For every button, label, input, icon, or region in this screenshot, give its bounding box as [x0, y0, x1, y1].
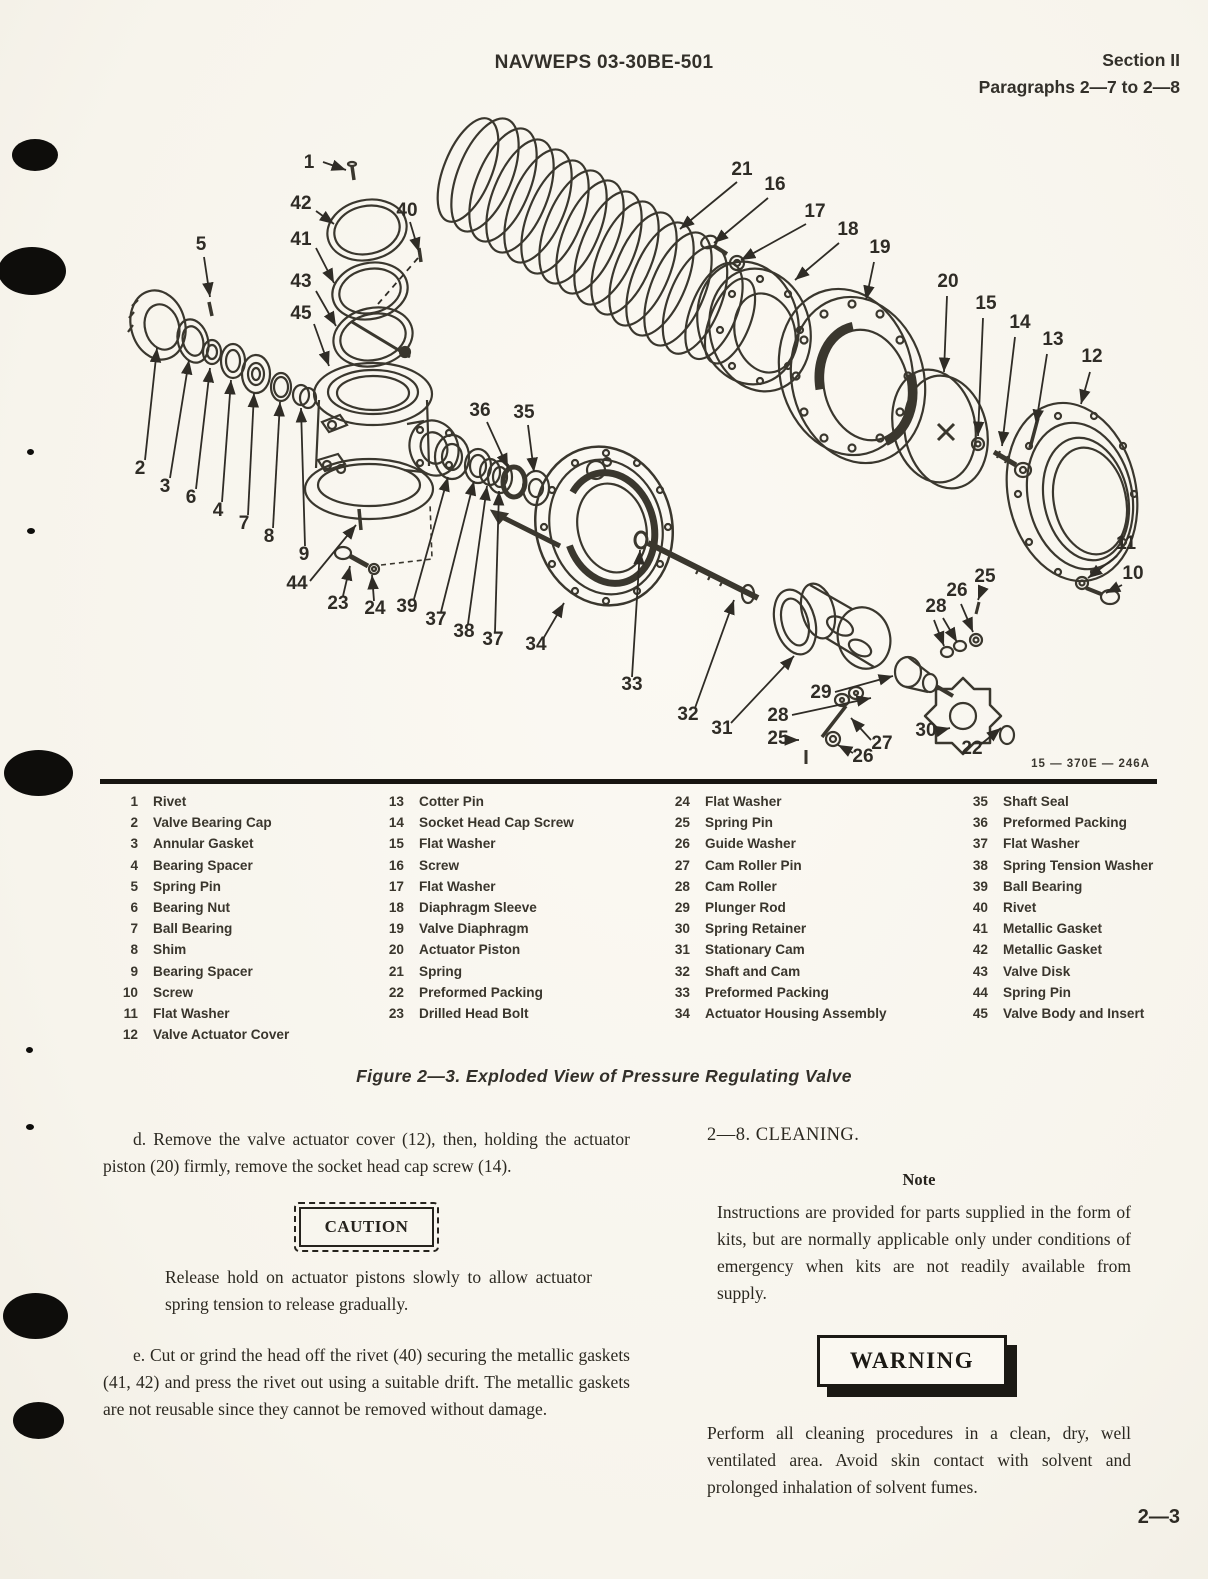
part-number: 28	[674, 878, 690, 894]
callout-leader	[314, 324, 329, 366]
part-number: 44	[972, 984, 988, 1000]
part-item	[378, 879, 654, 900]
callout-label: 18	[837, 219, 859, 240]
callout-label: 21	[731, 159, 753, 180]
part-number: 38	[972, 857, 988, 873]
callout-label: 45	[290, 303, 312, 324]
note-text: Instructions are provided for parts supplied in the form of kits, but are normally applicable only under conditions of emergency when kits are not readily available from supply.	[717, 1202, 1131, 1303]
part-name: Ball Bearing	[153, 921, 233, 937]
callout-label: 28	[767, 705, 789, 726]
callout-leader	[944, 296, 947, 372]
part-number: 36	[972, 815, 988, 831]
callout-leader	[196, 368, 210, 489]
part-number: 34	[674, 1005, 690, 1021]
valve-body-part	[305, 363, 466, 574]
part-name: Preformed Packing	[419, 984, 543, 1000]
part-item	[962, 985, 1202, 1006]
part-name: Diaphragm Sleeve	[419, 899, 537, 915]
callout-label: 5	[195, 234, 207, 255]
callout-label: 38	[453, 621, 475, 642]
callout-leader	[838, 745, 853, 753]
part-name: Preformed Packing	[1003, 815, 1127, 831]
part-name: Spring Tension Washer	[1003, 857, 1154, 873]
callout-leader	[528, 425, 534, 472]
callout-leader	[632, 550, 640, 677]
part-item	[664, 921, 954, 942]
callout-label: 22	[961, 738, 983, 759]
callout-leader	[316, 211, 334, 224]
part-number: 33	[674, 984, 690, 1000]
part-number: 8	[130, 942, 138, 958]
part-name: Bearing Spacer	[153, 857, 253, 873]
part-item	[112, 942, 372, 963]
doc-number: NAVWEPS 03-30BE-501	[494, 52, 714, 73]
part-number: 41	[972, 921, 988, 937]
part-item	[962, 1006, 1202, 1027]
part-number: 18	[388, 899, 404, 915]
part-name: Cam Roller	[705, 878, 777, 894]
callout-leader	[248, 393, 254, 515]
part-number: 4	[130, 857, 138, 873]
part-number: 1	[130, 794, 138, 809]
callout-leader	[943, 618, 957, 642]
paragraph-d: d. Remove the valve actuator cover (12), then, holding the actuator piston (20) firmly, remove the socket head cap screw (14).	[103, 1129, 630, 1176]
callout-label: 29	[810, 682, 832, 703]
part-number: 15	[388, 836, 404, 852]
part-number: 16	[388, 857, 404, 873]
parts-column-3	[664, 794, 954, 1027]
callout-label: 31	[711, 718, 733, 739]
part-name: Annular Gasket	[153, 836, 254, 852]
callout-label: 36	[469, 400, 491, 421]
callout-label: 9	[298, 544, 310, 565]
callout-leader	[938, 728, 950, 731]
part-name: Shim	[153, 942, 187, 958]
part-item	[962, 964, 1202, 985]
part-name: Spring Pin	[1003, 984, 1071, 1000]
part-number: 45	[972, 1005, 988, 1021]
callout-leader	[741, 224, 806, 260]
callout-label: 26	[852, 746, 874, 767]
part-number: 11	[123, 1005, 138, 1021]
part-name: Cotter Pin	[419, 794, 484, 809]
part-name: Flat Washer	[153, 1005, 230, 1021]
section-header	[979, 47, 1180, 101]
part-name: Preformed Packing	[705, 984, 829, 1000]
callout-leader	[866, 262, 874, 300]
part-name: Valve Diaphragm	[419, 921, 529, 937]
section-label: Section II	[1102, 50, 1180, 70]
callout-leader	[468, 486, 487, 624]
callout-leader	[316, 248, 334, 283]
part-item	[664, 794, 954, 815]
part-item	[112, 879, 372, 900]
part-number: 35	[972, 794, 988, 809]
callout-leader	[714, 198, 768, 243]
part-item	[664, 985, 954, 1006]
binding-dot	[3, 1293, 68, 1339]
callout-leader	[795, 243, 839, 280]
part-item	[378, 815, 654, 836]
part-name: Flat Washer	[705, 794, 782, 809]
callout-label: 17	[804, 201, 826, 222]
callout-leader	[204, 257, 210, 297]
callout-label: 1	[303, 152, 315, 173]
callout-label: 35	[513, 402, 535, 423]
part-item	[664, 900, 954, 921]
parts-column-2	[378, 794, 654, 1027]
parts-column-4	[962, 794, 1202, 1027]
part-number: 40	[972, 899, 988, 915]
figure-caption: Figure 2—3. Exploded View of Pressure Regulating Valve	[356, 1066, 852, 1086]
part-name: Plunger Rod	[705, 899, 786, 915]
part-item	[112, 985, 372, 1006]
binding-dot	[26, 1124, 34, 1130]
callout-label: 42	[290, 193, 312, 214]
part-item	[378, 836, 654, 857]
part-item	[112, 1027, 372, 1048]
callout-leader	[170, 360, 189, 478]
part-name: Flat Washer	[1003, 836, 1080, 852]
diaphragm-parts	[684, 234, 942, 478]
part-number: 29	[674, 899, 690, 915]
part-item	[378, 964, 654, 985]
part-item	[378, 858, 654, 879]
part-item	[378, 794, 654, 815]
page-number: 2—3	[1137, 1506, 1180, 1528]
part-name: Drilled Head Bolt	[419, 1005, 529, 1021]
callout-label: 43	[290, 271, 312, 292]
part-item	[962, 794, 1202, 815]
part-number: 7	[130, 921, 138, 937]
part-item	[378, 1006, 654, 1027]
part-number: 39	[972, 878, 988, 894]
part-name: Flat Washer	[419, 878, 496, 894]
callout-label: 12	[1081, 346, 1103, 367]
callout-label: 6	[185, 487, 197, 508]
part-item	[112, 964, 372, 985]
part-item	[112, 836, 372, 857]
part-name: Valve Bearing Cap	[153, 815, 272, 831]
part-item	[962, 836, 1202, 857]
callout-leader	[222, 380, 231, 502]
part-item	[378, 985, 654, 1006]
callout-leader	[961, 604, 973, 632]
callout-leader	[145, 348, 157, 460]
seal-chain-parts	[435, 435, 549, 505]
callout-leader	[273, 402, 280, 528]
callout-label: 24	[364, 598, 386, 619]
callout-label: 11	[1115, 533, 1137, 554]
shaft-cam-parts	[635, 532, 1014, 764]
parts-column-1	[112, 794, 372, 1048]
callout-label: 23	[327, 593, 349, 614]
part-name: Valve Body and Insert	[1003, 1005, 1145, 1021]
part-name: Shaft and Cam	[705, 963, 801, 979]
callout-leader	[343, 566, 350, 596]
callout-leader	[323, 162, 346, 170]
part-name: Cam Roller Pin	[705, 857, 802, 873]
callout-label: 15	[975, 293, 997, 314]
callout-label: 34	[525, 634, 547, 655]
part-name: Actuator Housing Assembly	[705, 1005, 887, 1021]
part-name: Valve Disk	[1003, 963, 1071, 979]
part-item	[112, 900, 372, 921]
part-item	[664, 815, 954, 836]
callout-label: 25	[974, 566, 996, 587]
part-number: 31	[674, 942, 690, 958]
callout-leader	[978, 318, 983, 436]
part-number: 26	[674, 836, 690, 852]
part-name: Bearing Nut	[153, 899, 231, 915]
callout-label: 8	[263, 526, 275, 547]
callout-leader	[301, 408, 305, 546]
piston-cover-parts	[882, 362, 1153, 604]
paragraph-e: e. Cut or grind the head off the rivet (40) securing the metallic gaskets (41, 42) and press the rivet out using a suitable drift. The metallic gaskets are not reusable since they cannot be removed without damage.	[103, 1345, 630, 1419]
cleaning-heading: 2—8. CLEANING.	[707, 1125, 860, 1145]
part-number: 21	[388, 963, 404, 979]
binding-dot	[13, 1402, 64, 1439]
part-number: 43	[972, 963, 988, 979]
part-item	[378, 921, 654, 942]
binding-dot	[26, 1047, 33, 1053]
warning-box	[707, 1335, 1131, 1387]
part-number: 5	[130, 878, 138, 894]
part-name: Bearing Spacer	[153, 963, 253, 979]
part-number: 23	[388, 1005, 404, 1021]
actuator-housing-part	[492, 432, 689, 620]
parts-legend	[0, 794, 1208, 1046]
part-name: Ball Bearing	[1003, 878, 1083, 894]
callout-layer	[135, 152, 1144, 767]
part-name: Flat Washer	[419, 836, 496, 852]
callout-label: 40	[396, 200, 418, 221]
part-number: 13	[388, 794, 404, 809]
part-name: Spring Retainer	[705, 921, 807, 937]
callout-label: 33	[621, 674, 643, 695]
callout-label: 2	[134, 458, 146, 479]
callout-label: 13	[1042, 329, 1064, 350]
right-column	[707, 1122, 1131, 1501]
part-item	[664, 879, 954, 900]
part-name: Spring Pin	[705, 815, 773, 831]
note-label: Note	[902, 1170, 936, 1189]
callout-leader	[978, 590, 982, 600]
part-name: Guide Washer	[705, 836, 796, 852]
callout-label: 37	[482, 629, 504, 650]
figure-divider-rule	[100, 779, 1157, 784]
part-item	[962, 942, 1202, 963]
part-number: 27	[674, 857, 690, 873]
callout-label: 32	[677, 704, 699, 725]
callout-label: 14	[1009, 312, 1031, 333]
callout-label: 20	[937, 271, 959, 292]
part-number: 42	[972, 942, 988, 958]
left-column	[103, 1126, 630, 1423]
callout-label: 44	[286, 573, 308, 594]
part-name: Spring	[419, 963, 463, 979]
callout-leader	[1002, 337, 1015, 446]
part-item	[962, 858, 1202, 879]
part-number: 22	[388, 984, 404, 1000]
warning-label: WARNING	[849, 1348, 975, 1373]
part-number: 9	[130, 963, 138, 979]
part-item	[112, 1006, 372, 1027]
callout-label: 41	[290, 229, 312, 250]
part-item	[664, 858, 954, 879]
part-number: 24	[674, 794, 690, 809]
part-item	[664, 836, 954, 857]
part-item	[378, 900, 654, 921]
callout-label: 16	[764, 174, 786, 195]
part-number: 30	[674, 921, 690, 937]
part-number: 14	[388, 815, 404, 831]
callout-leader	[835, 676, 893, 692]
callout-label: 28	[925, 596, 947, 617]
callout-leader	[680, 182, 737, 229]
part-item	[664, 1006, 954, 1027]
part-name: Screw	[153, 984, 194, 1000]
part-item	[112, 858, 372, 879]
part-name: Metallic Gasket	[1003, 942, 1102, 958]
callout-leader	[934, 620, 944, 646]
exploded-view-diagram	[0, 105, 1208, 785]
caution-text: Release hold on actuator pistons slowly to allow actuator spring tension to release gradually.	[165, 1267, 592, 1314]
callout-label: 3	[159, 476, 171, 497]
part-number: 25	[674, 815, 690, 831]
part-item	[664, 964, 954, 985]
callout-label: 7	[238, 513, 250, 534]
part-item	[962, 921, 1202, 942]
part-item	[962, 900, 1202, 921]
part-number: 10	[122, 984, 138, 1000]
callout-leader	[695, 600, 734, 708]
part-number: 6	[130, 899, 138, 915]
callout-label: 10	[1122, 563, 1144, 584]
part-name: Metallic Gasket	[1003, 921, 1102, 937]
part-number: 2	[130, 815, 138, 831]
part-number: 20	[388, 942, 404, 958]
callout-leader	[851, 718, 871, 740]
part-name: Actuator Piston	[419, 942, 521, 958]
part-item	[962, 879, 1202, 900]
part-name: Rivet	[1003, 899, 1037, 915]
part-item	[378, 942, 654, 963]
paragraphs-range: Paragraphs 2—7 to 2—8	[978, 77, 1180, 97]
part-item	[112, 921, 372, 942]
callout-leader	[1081, 372, 1090, 404]
part-number: 37	[972, 836, 988, 852]
part-name: Shaft Seal	[1003, 794, 1069, 809]
part-item	[112, 794, 372, 815]
part-number: 17	[388, 878, 404, 894]
part-name: Stationary Cam	[705, 942, 805, 958]
rivet-part	[348, 162, 356, 180]
part-number: 3	[130, 836, 138, 852]
callout-leader	[1036, 354, 1047, 424]
callout-label: 19	[869, 237, 891, 258]
caution-box	[103, 1207, 630, 1247]
figure-reference-id: 15 — 370E — 246A	[1031, 758, 1150, 770]
callout-leader	[410, 222, 419, 252]
part-item	[664, 942, 954, 963]
part-name: Screw	[419, 857, 460, 873]
warning-text: Perform all cleaning procedures in a clean, dry, well ventilated area. Avoid skin contact with solvent and prolonged inhalation of solvent fumes.	[707, 1423, 1131, 1497]
part-item	[112, 815, 372, 836]
callout-leader	[441, 481, 474, 612]
spring-part	[425, 109, 765, 370]
part-name: Socket Head Cap Screw	[419, 815, 574, 831]
callout-label: 26	[946, 580, 968, 601]
part-name: Spring Pin	[153, 878, 221, 894]
callout-label: 25	[767, 728, 789, 749]
part-number: 32	[674, 963, 690, 979]
part-name: Rivet	[153, 794, 187, 809]
part-item	[962, 815, 1202, 836]
caution-label: CAUTION	[324, 1217, 409, 1236]
part-name: Valve Actuator Cover	[153, 1027, 290, 1043]
callout-label: 39	[396, 596, 418, 617]
part-number: 19	[388, 921, 404, 937]
callout-label: 4	[212, 500, 224, 521]
callout-label: 37	[425, 609, 447, 630]
part-number: 12	[122, 1027, 138, 1043]
callout-label: 27	[871, 733, 893, 754]
callout-label: 30	[915, 720, 937, 741]
